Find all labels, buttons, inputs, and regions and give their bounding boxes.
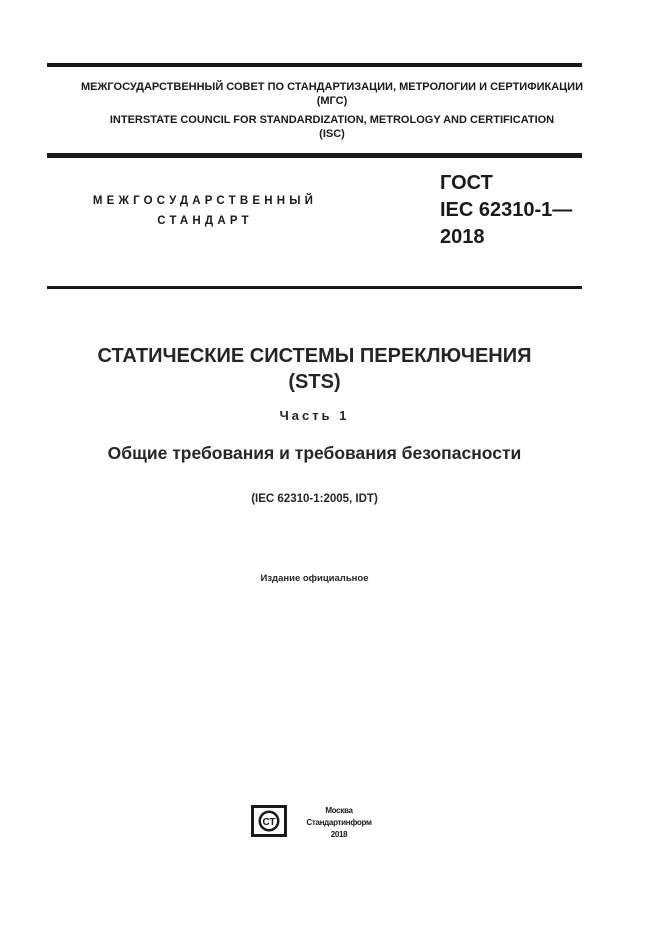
top-rule [47,63,582,67]
document-title-line1: СТАТИЧЕСКИЕ СИСТЕМЫ ПЕРЕКЛЮЧЕНИЯ [97,345,532,367]
part-label: Часть 1 [279,408,350,423]
standard-number: IEC 62310-1— [440,199,573,221]
standartinform-logo-icon [250,804,288,838]
designation-rule [47,286,582,289]
header-rule [47,153,582,158]
standard-type-line2: СТАНДАРТ [157,215,253,227]
gost-label: ГОСТ [440,172,493,194]
logo-text: СТ [262,817,276,828]
publisher-year: 2018 [330,830,348,839]
council-en-abbr: (ISC) [319,128,345,140]
document-title-line2: (STS) [288,371,341,393]
edition-label: Издание официальное [260,573,369,584]
document-subtitle: Общие требования и требования безопасности [107,443,522,463]
council-ru: МЕЖГОСУДАРСТВЕННЫЙ СОВЕТ ПО СТАНДАРТИЗАЦИИ, МЕТРОЛОГИИ И СЕРТИФИКАЦИИ [80,81,583,93]
publisher-name: Стандартинформ [306,818,372,827]
standard-type-line1: МЕЖГОСУДАРСТВЕННЫЙ [92,195,318,207]
council-en: INTERSTATE COUNCIL FOR STANDARDIZATION, METROLOGY AND CERTIFICATION [109,114,555,126]
publisher-city: Москва [325,806,353,815]
council-ru-abbr: (МГС) [316,95,348,107]
standard-year: 2018 [440,226,485,248]
iec-reference: (IEC 62310-1:2005, IDT) [251,493,378,505]
